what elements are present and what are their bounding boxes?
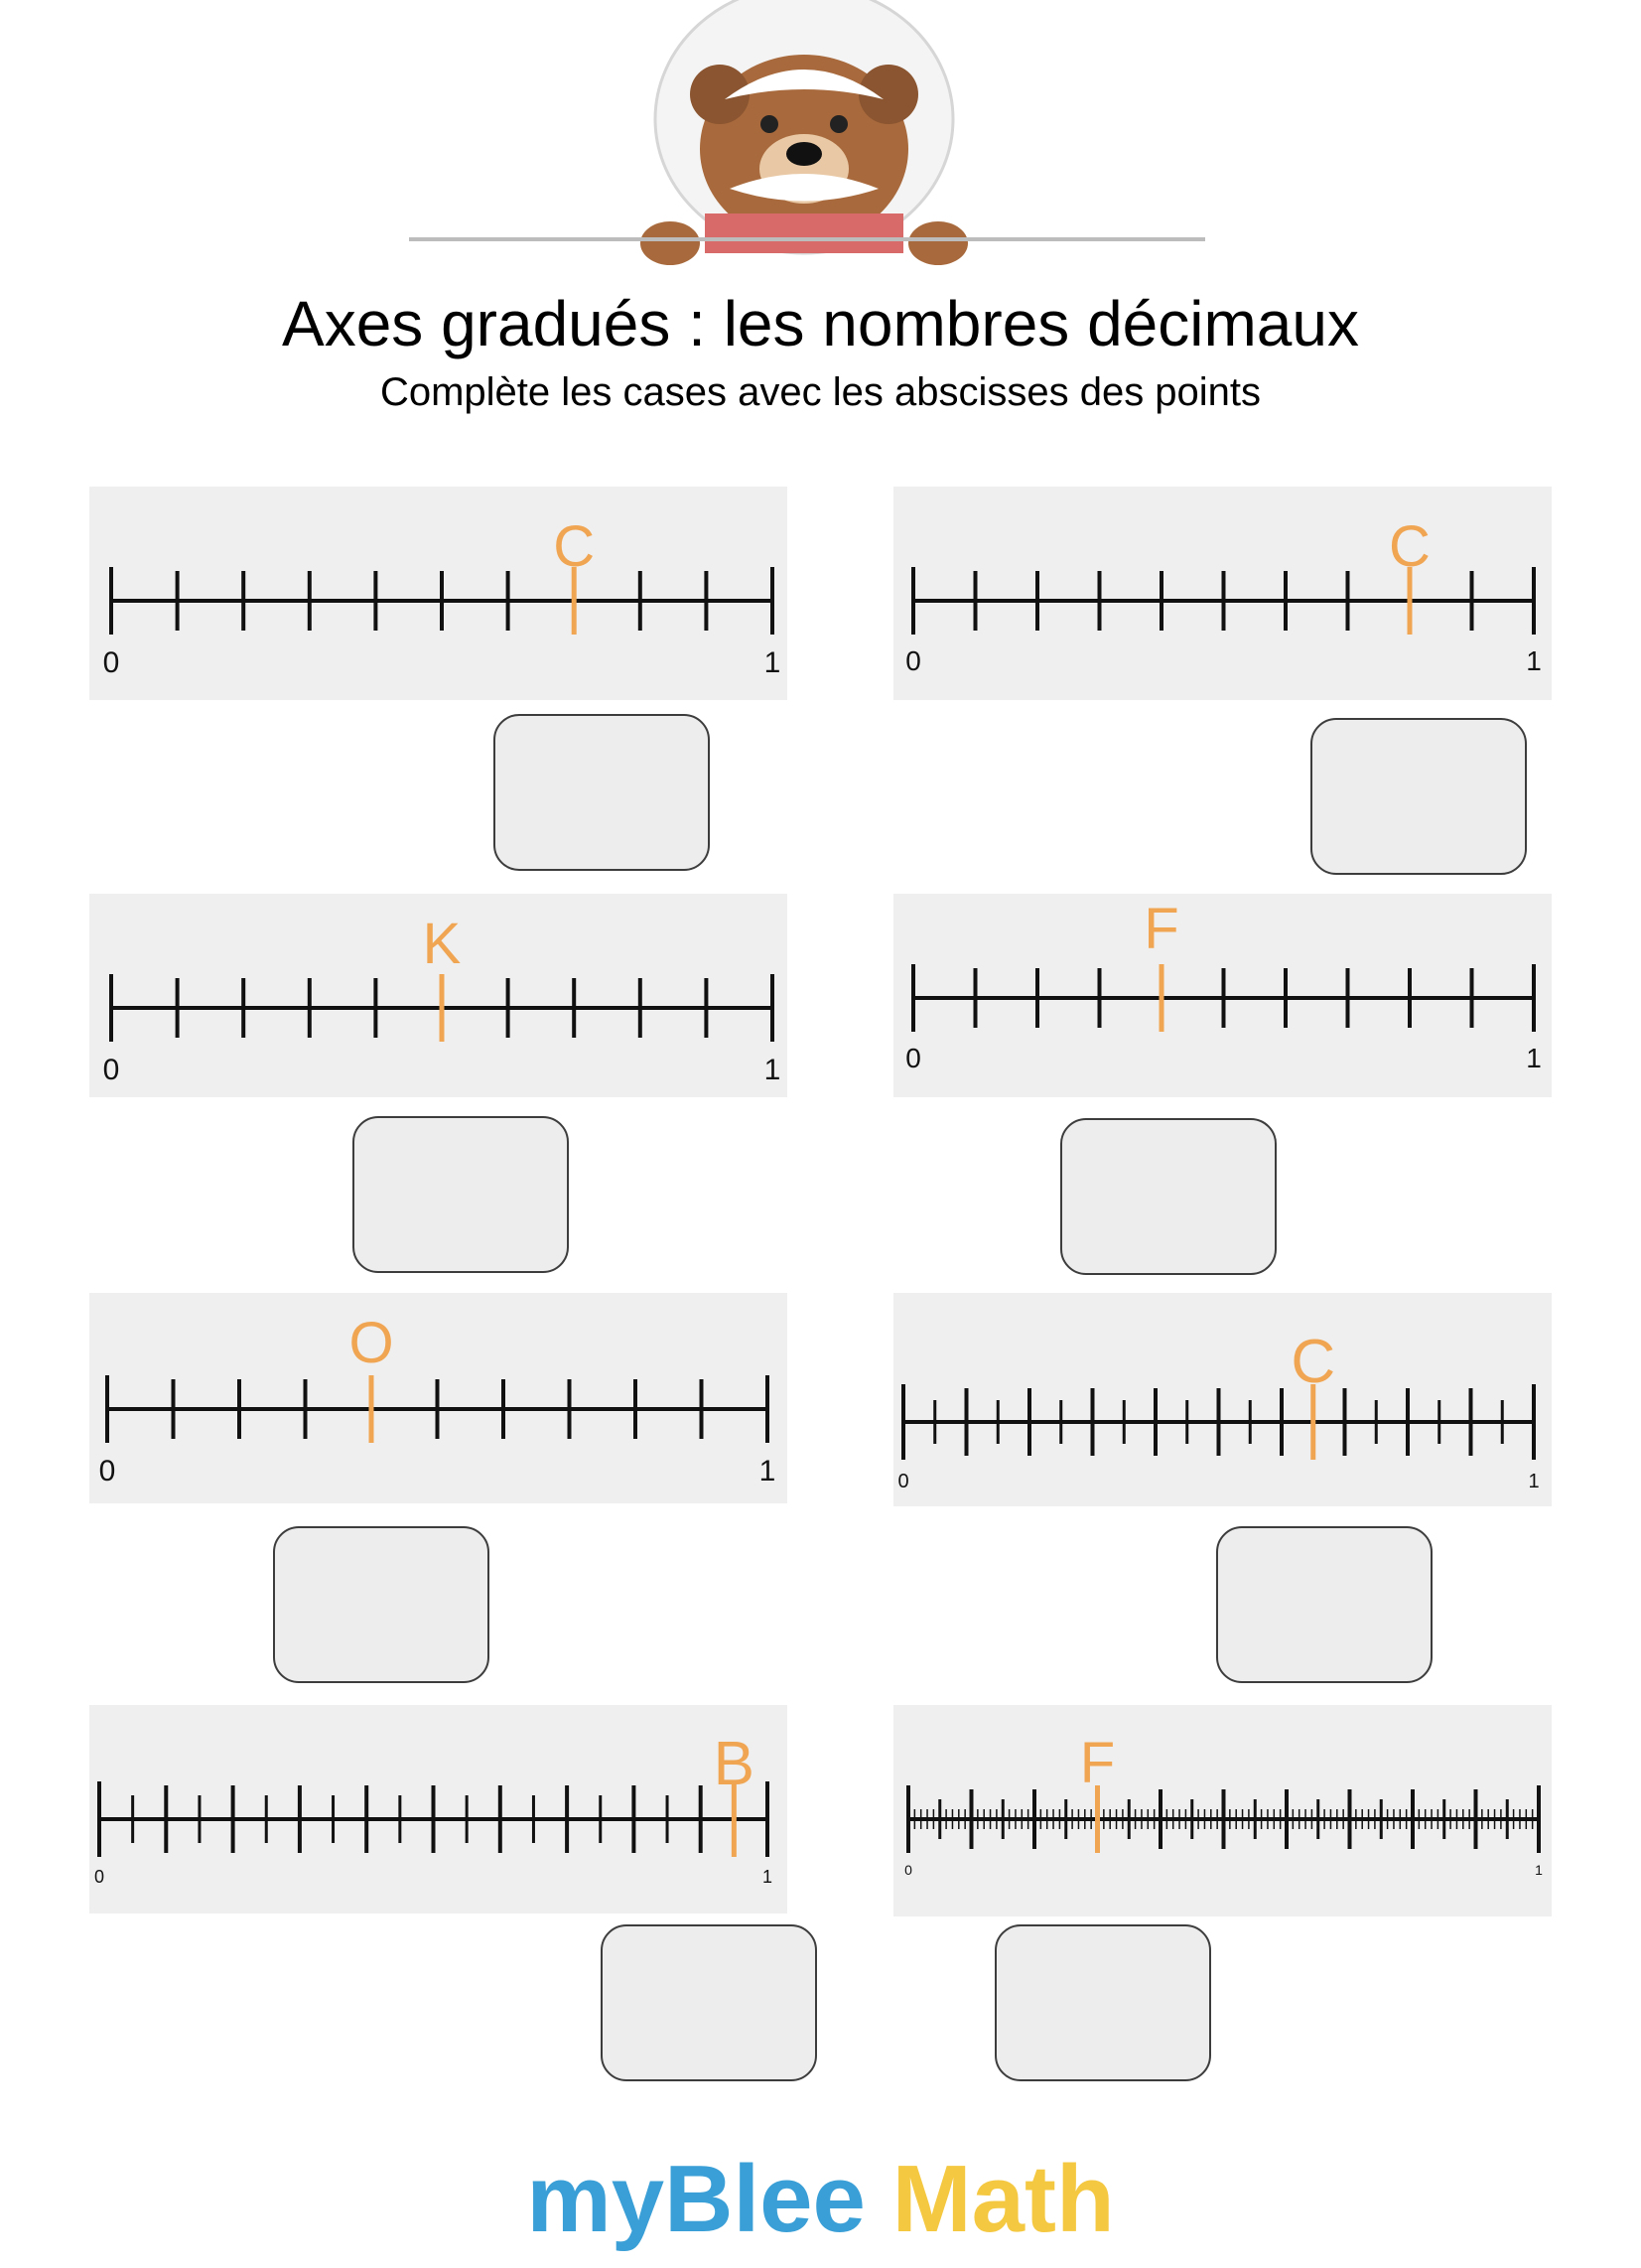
exercise-1-number-line xyxy=(89,487,787,700)
answer-box-4[interactable] xyxy=(1060,1118,1277,1275)
end-label: 1 xyxy=(758,1455,776,1488)
end-label: 1 xyxy=(1526,645,1542,676)
exercise-3-number-line xyxy=(89,894,787,1097)
answer-box-5[interactable] xyxy=(273,1526,489,1683)
point-label: F xyxy=(1144,897,1179,961)
answer-box-3[interactable] xyxy=(352,1116,569,1273)
logo-text-math: Math xyxy=(891,2146,1115,2252)
page-title: Axes gradués : les nombres décimaux xyxy=(282,288,1359,359)
answer-box-8[interactable] xyxy=(995,1924,1211,2081)
bear-mascot-illustration xyxy=(556,0,1251,278)
exercise-7-number-line xyxy=(89,1705,787,1914)
point-label: O xyxy=(348,1311,394,1375)
answer-box-1[interactable] xyxy=(493,714,710,871)
start-label: 0 xyxy=(897,1471,909,1492)
number-line-svg xyxy=(893,894,1552,1097)
end-label: 1 xyxy=(761,1867,773,1887)
exercise-4-number-line xyxy=(893,894,1552,1097)
number-line-svg xyxy=(89,894,787,1097)
end-label: 1 xyxy=(1526,1043,1542,1073)
answer-box-6[interactable] xyxy=(1216,1526,1433,1683)
start-label: 0 xyxy=(905,1043,921,1073)
start-label: 0 xyxy=(905,645,921,676)
start-label: 0 xyxy=(102,646,120,679)
point-label: B xyxy=(713,1730,755,1798)
page-instructions: Complète les cases avec les abscisses des points xyxy=(379,370,1262,414)
logo-text-myblee: myBlee xyxy=(526,2146,866,2252)
number-line-svg xyxy=(89,1705,787,1914)
answer-box-7[interactable] xyxy=(601,1924,817,2081)
start-label: 0 xyxy=(904,1862,912,1878)
point-label: C xyxy=(1291,1328,1336,1396)
start-label: 0 xyxy=(93,1867,105,1887)
end-label: 1 xyxy=(1528,1471,1540,1492)
number-line-svg xyxy=(893,1293,1552,1506)
point-label: K xyxy=(422,912,462,976)
point-label: F xyxy=(1079,1731,1116,1795)
number-line-svg xyxy=(89,487,787,700)
number-line-svg xyxy=(89,1293,787,1503)
point-label: C xyxy=(1389,514,1431,579)
start-label: 0 xyxy=(98,1455,116,1488)
logo xyxy=(0,2145,1641,2254)
exercise-8-number-line xyxy=(893,1705,1552,1916)
exercise-5-number-line xyxy=(89,1293,787,1503)
header-divider xyxy=(409,237,1205,241)
end-label: 1 xyxy=(763,1054,781,1086)
end-label: 1 xyxy=(1535,1862,1543,1878)
exercise-2-number-line xyxy=(893,487,1552,700)
end-label: 1 xyxy=(763,646,781,679)
number-line-svg xyxy=(893,487,1552,700)
number-line-svg xyxy=(893,1705,1552,1916)
exercise-6-number-line xyxy=(893,1293,1552,1506)
start-label: 0 xyxy=(102,1054,120,1086)
point-label: C xyxy=(553,514,596,579)
answer-box-2[interactable] xyxy=(1310,718,1527,875)
